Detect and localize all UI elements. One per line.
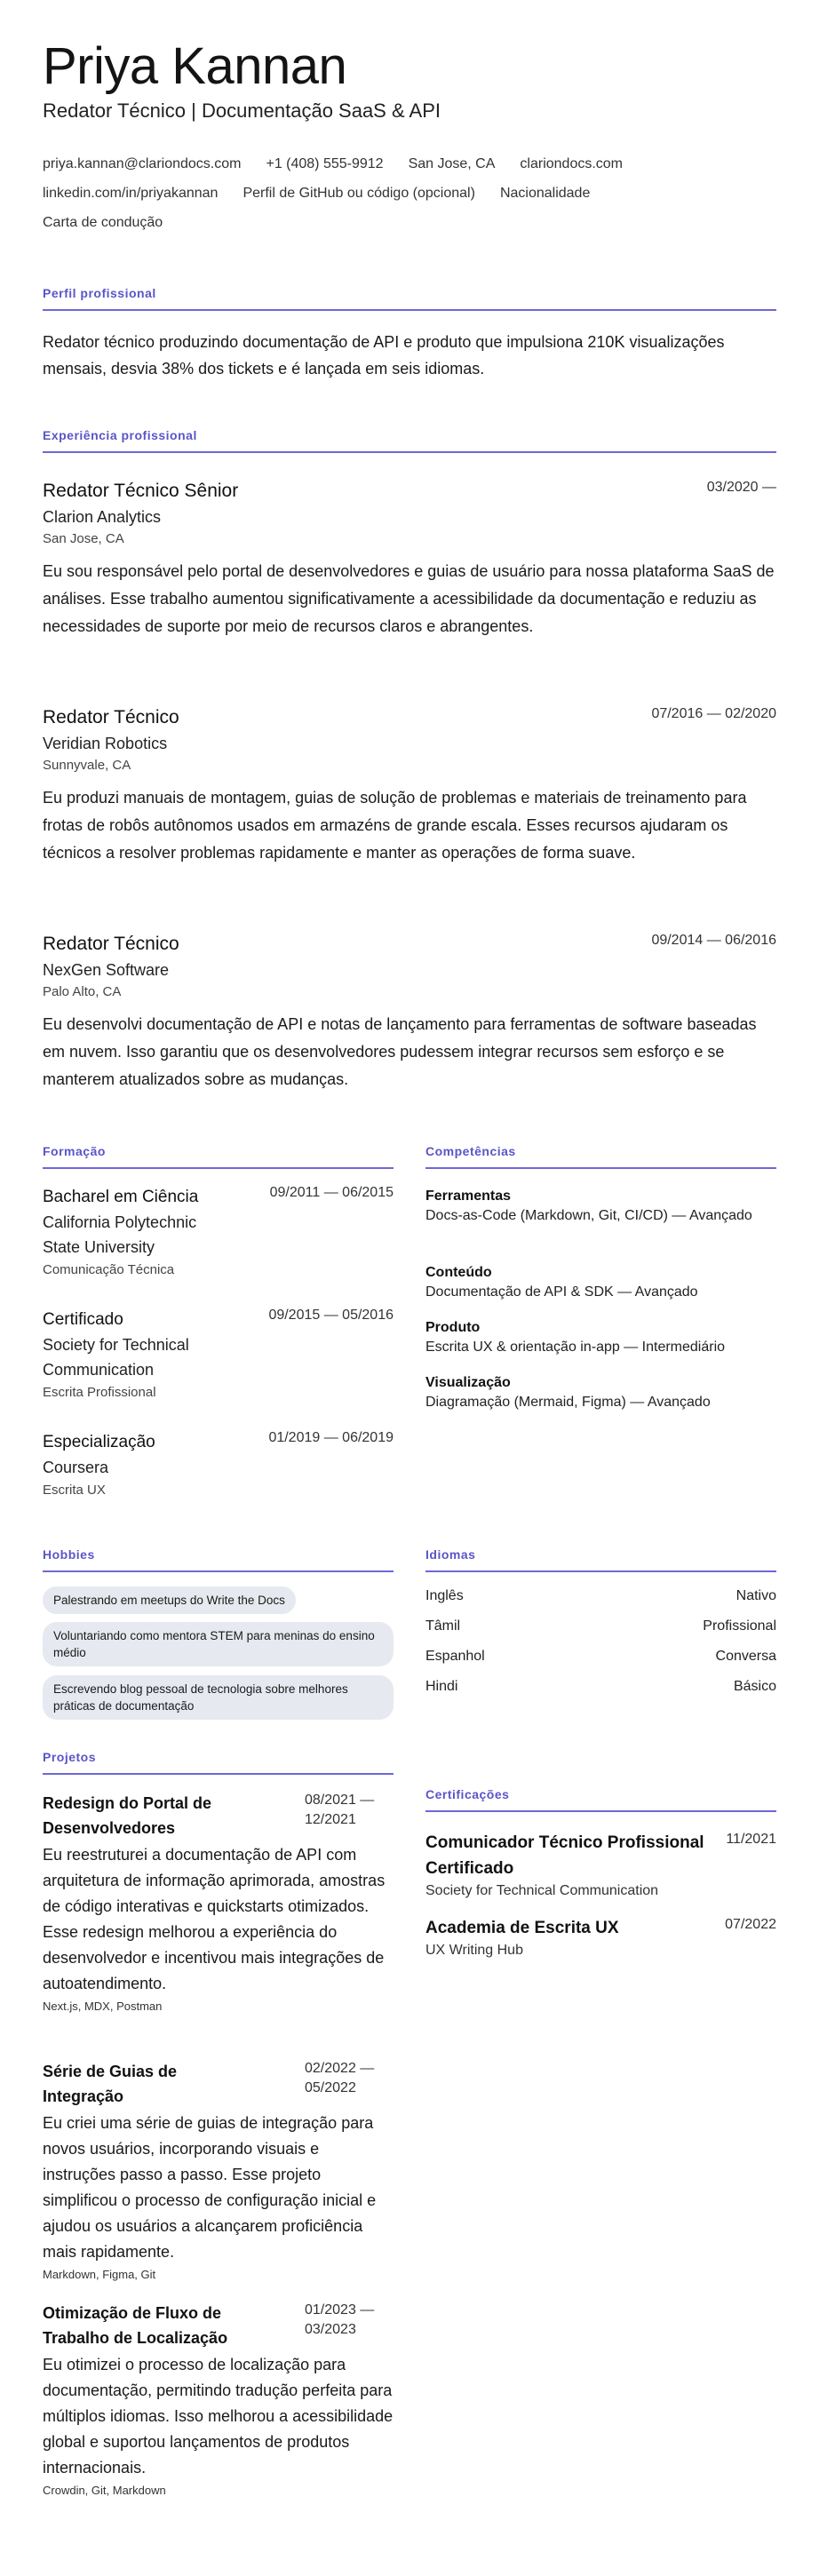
contact-website[interactable]: clariondocs.com	[520, 156, 624, 171]
job-title: Redator Técnico	[43, 934, 179, 954]
job-company: Veridian Robotics	[43, 735, 168, 752]
skill-item	[425, 1187, 776, 1226]
skill-value: Documentação de API & SDK — Avançado	[425, 1284, 698, 1300]
summary-text: Redator técnico produzindo documentação de API e produto que impulsiona 210K visualizações mensais, desvia 38% dos tickets e é lançada em seis idiomas.	[43, 333, 725, 378]
language-item	[425, 1588, 776, 1604]
project-description: Eu otimizei o processo de localização para documentação, permitindo tradução perfeita para múltiplos idiomas. Isso melhorou a acessibilidade global e suportou lançamentos de produtos internacionais.	[43, 2356, 394, 2477]
certification-item	[425, 1915, 776, 1960]
project-dates: 01/2023 — 03/2023	[305, 2302, 375, 2337]
section-title-experience: Experiência profissional	[43, 428, 197, 442]
skill-item	[425, 1318, 776, 1357]
contact-row-2	[43, 186, 615, 202]
job-title: Redator Técnico Sênior	[43, 481, 239, 501]
skill-category: Conteúdo	[425, 1265, 492, 1280]
job-description: Eu desenvolvi documentação de API e notas de lançamento para ferramentas de software baseadas em nuvem. Isso garantiu que os desenvolvedores pudessem integrar recursos sem esforço e se manterem atualizados sobre as mudanças.	[43, 1015, 757, 1088]
job-dates: 03/2020 —	[706, 480, 776, 495]
education-school: California Polytechnic State University	[43, 1213, 197, 1256]
hobby-pill: Escrevendo blog pessoal de tecnologia sobre melhores práticas de documentação	[43, 1675, 394, 1720]
section-title-languages: Idiomas	[425, 1547, 476, 1562]
skill-item	[425, 1373, 776, 1412]
skill-value: Escrita UX & orientação in-app — Intermediário	[425, 1340, 726, 1355]
project-item	[43, 1791, 394, 2016]
education-dates: 09/2011 — 06/2015	[269, 1185, 394, 1200]
language-name: Tâmil	[425, 1618, 461, 1634]
language-name: Espanhol	[425, 1649, 485, 1664]
language-level: Básico	[733, 1679, 776, 1694]
section-divider	[43, 1570, 394, 1572]
candidate-name: Priya Kannan	[43, 37, 347, 95]
project-title: Otimização de Fluxo de Trabalho de Localização	[43, 2304, 228, 2347]
education-field: Escrita Profissional	[43, 1385, 156, 1400]
section-divider	[43, 451, 776, 453]
education-field: Comunicação Técnica	[43, 1262, 175, 1277]
education-field: Escrita UX	[43, 1483, 106, 1498]
section-divider	[425, 1167, 776, 1169]
experience-item	[43, 931, 776, 1093]
education-degree: Bacharel em Ciência	[43, 1188, 199, 1206]
skill-value: Diagramação (Mermaid, Figma) — Avançado	[425, 1395, 711, 1410]
project-item	[43, 2301, 394, 2500]
section-divider	[425, 1810, 776, 1812]
hobby-pill: Palestrando em meetups do Write the Docs	[43, 1586, 296, 1614]
project-dates: 02/2022 — 05/2022	[305, 2061, 375, 2095]
section-title-education: Formação	[43, 1144, 106, 1158]
job-description: Eu sou responsável pelo portal de desenvolvedores e guias de usuário para nossa plataforma SaaS de análises. Esse trabalho aumentou significativamente a acessibilidade da documentação e reduziu as necessidades de suporte por meio de recursos claros e abrangentes.	[43, 562, 775, 635]
project-tech: Crowdin, Git, Markdown	[43, 2484, 166, 2497]
job-company: NexGen Software	[43, 961, 170, 979]
certification-date: 07/2022	[725, 1917, 776, 1932]
language-name: Inglês	[425, 1588, 464, 1603]
skill-category: Ferramentas	[425, 1189, 512, 1204]
skill-item	[425, 1263, 776, 1302]
section-title-certifications: Certificações	[425, 1787, 510, 1801]
skill-category: Visualização	[425, 1375, 511, 1390]
contact-email[interactable]: priya.kannan@clariondocs.com	[43, 156, 242, 171]
project-title: Série de Guias de Integração	[43, 2063, 178, 2105]
language-item	[425, 1679, 776, 1695]
contact-phone[interactable]: +1 (408) 555-9912	[266, 156, 384, 171]
contact-nationality: Nacionalidade	[499, 186, 591, 201]
project-tech: Next.js, MDX, Postman	[43, 2000, 163, 2013]
skill-category: Produto	[425, 1320, 481, 1335]
project-item	[43, 2059, 394, 2285]
contact-linkedin[interactable]: linkedin.com/in/priyakannan	[43, 186, 219, 201]
job-description: Eu produzi manuais de montagem, guias de solução de problemas e materiais de treinamento para frotas de robôs autônomos usados em armazéns de grande escala. Esses recursos ajudaram os técnicos a resolver problemas rapidamente e manter as operações de forma suave.	[43, 789, 747, 862]
language-level: Nativo	[736, 1588, 776, 1603]
project-title: Redesign do Portal de Desenvolvedores	[43, 1794, 212, 1837]
education-item	[43, 1185, 394, 1281]
certification-name: Comunicador Técnico Profissional Certificado	[425, 1833, 704, 1878]
section-title-summary: Perfil profissional	[43, 286, 156, 300]
certification-issuer: UX Writing Hub	[425, 1943, 523, 1958]
education-degree: Especialização	[43, 1433, 155, 1451]
job-location: Sunnyvale, CA	[43, 758, 131, 773]
education-dates: 09/2015 — 05/2016	[268, 1308, 394, 1323]
education-dates: 01/2019 — 06/2019	[268, 1430, 394, 1445]
language-name: Hindi	[425, 1679, 458, 1694]
contact-row-3	[43, 215, 187, 231]
job-company: Clarion Analytics	[43, 508, 162, 526]
certification-issuer: Society for Technical Communication	[425, 1883, 659, 1898]
contact-location: San Jose, CA	[408, 156, 496, 171]
education-school: Coursera	[43, 1459, 109, 1476]
language-item	[425, 1649, 776, 1665]
section-title-hobbies: Hobbies	[43, 1547, 95, 1562]
language-level: Conversa	[715, 1649, 776, 1664]
job-location: San Jose, CA	[43, 531, 124, 546]
section-divider	[43, 1167, 394, 1169]
language-item	[425, 1618, 776, 1634]
project-dates: 08/2021 — 12/2021	[305, 1793, 375, 1827]
hobby-pill: Voluntariando como mentora STEM para meninas do ensino médio	[43, 1622, 394, 1666]
job-dates: 09/2014 — 06/2016	[651, 933, 776, 948]
project-tech: Markdown, Figma, Git	[43, 2268, 156, 2281]
education-school: Society for Technical Communication	[43, 1336, 189, 1379]
certification-name: Academia de Escrita UX	[425, 1919, 619, 1937]
education-degree: Certificado	[43, 1310, 123, 1329]
job-title: Redator Técnico	[43, 707, 179, 727]
section-divider	[43, 1773, 394, 1775]
education-item	[43, 1430, 394, 1501]
experience-item	[43, 704, 776, 867]
section-divider	[425, 1570, 776, 1572]
candidate-headline: Redator Técnico | Documentação SaaS & API	[43, 99, 441, 122]
project-description: Eu reestruturei a documentação de API com arquitetura de informação aprimorada, amostras de código interativas e quickstarts otimizados. Esse redesign melhorou a experiência do desenvolvedor e incentivou mais integrações de autoatendimento.	[43, 1846, 386, 1992]
contact-row-1	[43, 156, 648, 172]
contact-github[interactable]: Perfil de GitHub ou código (opcional)	[243, 186, 475, 201]
education-item	[43, 1308, 394, 1403]
section-title-skills: Competências	[425, 1144, 516, 1158]
certification-item	[425, 1830, 776, 1901]
section-title-projects: Projetos	[43, 1750, 97, 1764]
job-dates: 07/2016 — 02/2020	[651, 706, 776, 721]
contact-driving-license: Carta de condução	[43, 215, 163, 230]
skill-value: Docs-as-Code (Markdown, Git, CI/CD) — Avançado	[425, 1208, 752, 1223]
language-level: Profissional	[703, 1618, 776, 1634]
certification-date: 11/2021	[726, 1832, 776, 1847]
experience-item	[43, 478, 776, 640]
section-divider	[43, 309, 776, 311]
project-description: Eu criei uma série de guias de integração para novos usuários, incorporando visuais e instruções passo a passo. Esse projeto simplificou o processo de configuração inicial e ajudou os usuários a alcançarem proficiência mais rapidamente.	[43, 2114, 377, 2261]
job-location: Palo Alto, CA	[43, 984, 122, 999]
